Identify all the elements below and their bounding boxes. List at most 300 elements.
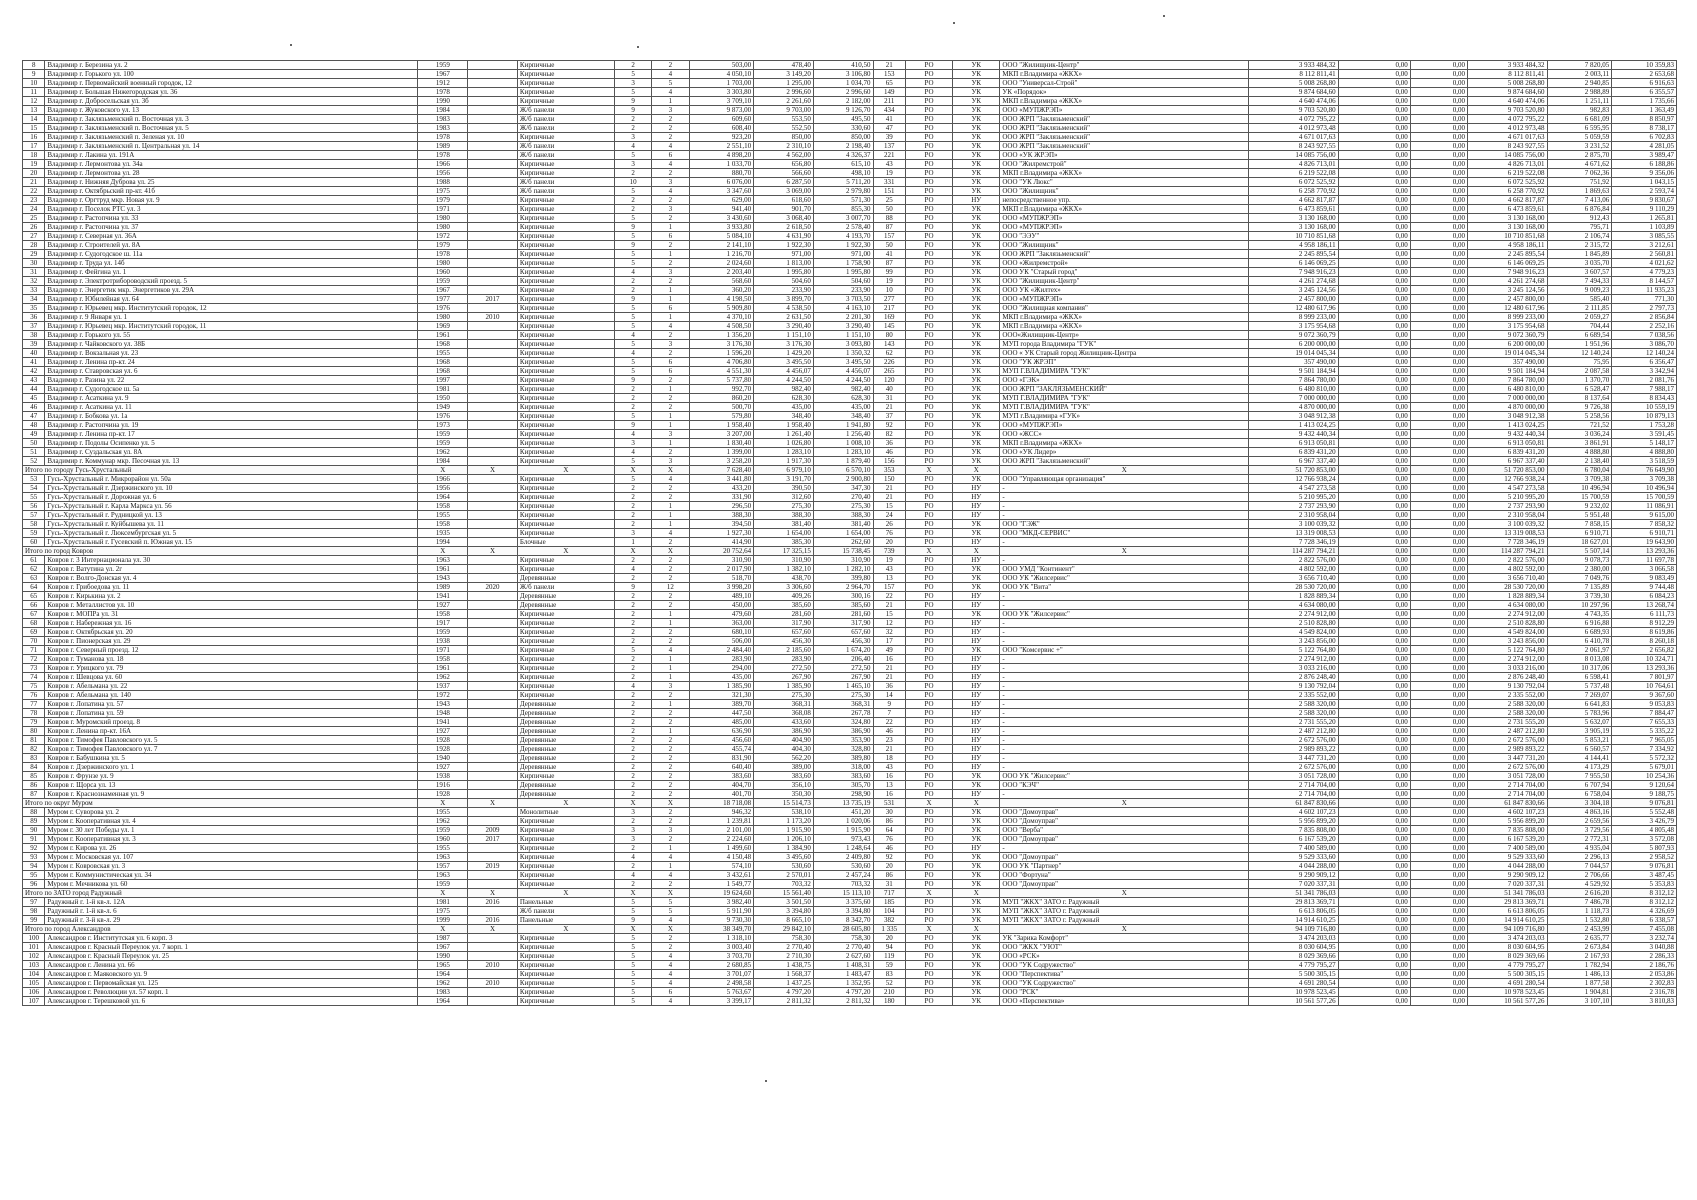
table-cell: 1966 <box>418 160 468 169</box>
table-cell: 4 326,37 <box>813 151 873 160</box>
table-cell: Кирпичные <box>517 979 614 988</box>
table-row <box>23 727 1677 736</box>
table-cell: РО <box>905 457 952 466</box>
table-cell: 2 714 704,00 <box>1467 781 1547 790</box>
table-row <box>23 268 1677 277</box>
table-cell: 3 982,40 <box>689 898 754 907</box>
address-cell: Владимир г. 9 Января ул. 1 <box>45 313 418 322</box>
table-cell: 0,00 <box>1410 394 1467 403</box>
table-cell: 2 560,81 <box>1612 250 1677 259</box>
table-cell: 10 559,19 <box>1612 403 1677 412</box>
address-cell: Владимир г. Подолы Осипенко ул. 5 <box>45 439 418 448</box>
table-row <box>23 295 1677 304</box>
table-row <box>23 304 1677 313</box>
table-cell: 8 260,18 <box>1612 637 1677 646</box>
table-cell <box>468 934 518 943</box>
table-cell: X <box>1000 925 1249 934</box>
table-cell: 0,00 <box>1410 619 1467 628</box>
table-cell: РО <box>905 637 952 646</box>
table-cell: 1956 <box>418 169 468 178</box>
table-cell: РО <box>905 97 952 106</box>
table-cell: 13 268,74 <box>1612 601 1677 610</box>
table-cell: 2 656,82 <box>1612 646 1677 655</box>
table-cell: 1990 <box>418 952 468 961</box>
table-row <box>23 493 1677 502</box>
table-cell: 0,00 <box>1338 736 1410 745</box>
table-cell <box>468 538 518 547</box>
table-cell: 310,90 <box>813 556 873 565</box>
table-cell: 3 709,38 <box>1547 475 1612 484</box>
table-cell: 5 <box>614 646 651 655</box>
table-cell: 49 <box>873 646 905 655</box>
table-cell: 1990 <box>418 97 468 106</box>
table-cell: 2 <box>652 808 689 817</box>
table-cell: 4 671 017,63 <box>1249 133 1339 142</box>
table-cell <box>468 448 518 457</box>
row-number: 40 <box>23 349 45 358</box>
table-row <box>23 619 1677 628</box>
table-cell: 2 <box>614 484 651 493</box>
table-cell: 2 167,93 <box>1547 952 1612 961</box>
table-cell: УК <box>953 520 1000 529</box>
table-cell: 4 <box>652 952 689 961</box>
row-number: 39 <box>23 340 45 349</box>
table-cell: 8 834,43 <box>1612 394 1677 403</box>
table-cell: РО <box>905 214 952 223</box>
table-row <box>23 430 1677 439</box>
table-cell: 1 103,89 <box>1612 223 1677 232</box>
table-cell: - <box>1000 745 1249 754</box>
table-cell: 6 258 770,92 <box>1467 187 1547 196</box>
table-cell: 1 438,75 <box>754 961 814 970</box>
table-cell: 1959 <box>418 61 468 70</box>
table-cell: 16 <box>873 655 905 664</box>
table-cell: УК <box>953 223 1000 232</box>
table-cell: 721,52 <box>1547 421 1612 430</box>
table-cell: 221 <box>873 151 905 160</box>
table-cell: 1964 <box>418 493 468 502</box>
table-cell: 0,00 <box>1410 664 1467 673</box>
table-cell: 855,30 <box>813 205 873 214</box>
table-cell: НУ <box>953 754 1000 763</box>
subtotal-label: Итого по ЗАТО город Радужный <box>23 889 418 898</box>
table-cell: 1927 <box>418 727 468 736</box>
table-cell: МКП г.Владимира «ЖКХ» <box>1000 313 1249 322</box>
table-cell: 272,50 <box>754 664 814 673</box>
table-cell: X <box>905 799 952 808</box>
table-cell: 1971 <box>418 646 468 655</box>
table-cell: Кирпичные <box>517 826 614 835</box>
address-cell: Владимир г. Судогодское ш. 5а <box>45 385 418 394</box>
table-cell: 0,00 <box>1338 610 1410 619</box>
table-cell: 0,00 <box>1410 232 1467 241</box>
table-cell: 1969 <box>418 322 468 331</box>
table-cell: 1 782,94 <box>1547 961 1612 970</box>
table-cell: 3 607,57 <box>1547 268 1612 277</box>
table-cell: 1 654,00 <box>813 529 873 538</box>
table-cell <box>468 655 518 664</box>
table-row <box>23 790 1677 799</box>
table-cell: 982,83 <box>1547 106 1612 115</box>
table-cell: 1948 <box>418 709 468 718</box>
table-cell: 36 <box>873 439 905 448</box>
table-cell: 4 144,41 <box>1547 754 1612 763</box>
row-number: 8 <box>23 61 45 70</box>
table-cell: Ж/б панели <box>517 115 614 124</box>
table-cell: Кирпичные <box>517 646 614 655</box>
table-cell: 850,00 <box>813 133 873 142</box>
table-cell: 1 <box>652 619 689 628</box>
table-cell: 3 998,20 <box>689 583 754 592</box>
table-cell: 17 <box>873 637 905 646</box>
table-cell: 381,40 <box>754 520 814 529</box>
table-cell: 11 697,78 <box>1612 556 1677 565</box>
table-cell: 0,00 <box>1410 934 1467 943</box>
row-number: 60 <box>23 538 45 547</box>
table-cell: 7 455,08 <box>1612 925 1677 934</box>
table-cell: 51 720 853,00 <box>1467 466 1547 475</box>
table-cell: X <box>652 889 689 898</box>
table-cell: РО <box>905 448 952 457</box>
table-cell: 3 <box>614 439 651 448</box>
table-cell: 157 <box>873 232 905 241</box>
table-cell: 388,30 <box>754 511 814 520</box>
table-cell: 12 480 617,96 <box>1467 304 1547 313</box>
table-cell: 9 120,64 <box>1612 781 1677 790</box>
table-cell: 5 122 764,80 <box>1249 646 1339 655</box>
row-number: 45 <box>23 394 45 403</box>
address-cell: Ковров г. Краснознаменная ул. 9 <box>45 790 418 799</box>
table-cell: 4 549 824,00 <box>1467 628 1547 637</box>
table-cell: 2 <box>652 736 689 745</box>
table-cell: 3 232,74 <box>1612 934 1677 943</box>
table-cell: X <box>418 547 468 556</box>
table-cell: 2 310,10 <box>754 142 814 151</box>
address-cell: Ковров г. Шевцова ул. 60 <box>45 673 418 682</box>
table-cell: ООО "Управляющая организация" <box>1000 475 1249 484</box>
table-cell: 0,00 <box>1410 673 1467 682</box>
table-cell: 1943 <box>418 700 468 709</box>
table-cell: 1938 <box>418 637 468 646</box>
table-cell: 0,00 <box>1410 862 1467 871</box>
row-number: 106 <box>23 988 45 997</box>
table-row <box>23 331 1677 340</box>
table-cell: 3 <box>652 457 689 466</box>
table-cell: 6 084,23 <box>1612 592 1677 601</box>
table-cell: 0,00 <box>1410 529 1467 538</box>
table-cell: 717 <box>873 889 905 898</box>
table-cell: 6 219 522,08 <box>1467 169 1547 178</box>
table-cell: 4 671,62 <box>1547 160 1612 169</box>
table-cell: 2 186,76 <box>1612 961 1677 970</box>
table-cell: УК <box>953 124 1000 133</box>
table-cell: 4 <box>614 430 651 439</box>
table-cell: 10 561 577,26 <box>1467 997 1547 1006</box>
table-cell: 2 <box>652 628 689 637</box>
table-cell: Монолитные <box>517 808 614 817</box>
table-cell <box>468 763 518 772</box>
table-cell: 3 290,40 <box>813 322 873 331</box>
table-cell: 4 <box>652 916 689 925</box>
table-cell <box>468 286 518 295</box>
table-cell: 1983 <box>418 115 468 124</box>
table-cell: 9 830,67 <box>1612 196 1677 205</box>
address-cell: Владимир г. Заклязьменский п. Центральная ул. 14 <box>45 142 418 151</box>
table-cell: 1 483,47 <box>813 970 873 979</box>
table-cell: УК <box>953 286 1000 295</box>
table-cell: 19 <box>873 169 905 178</box>
table-cell: 5 059,59 <box>1547 133 1612 142</box>
table-cell: 1960 <box>418 835 468 844</box>
table-cell: 46 <box>873 727 905 736</box>
row-number: 61 <box>23 556 45 565</box>
table-cell: 518,70 <box>689 574 754 583</box>
table-cell: 6 758,04 <box>1547 790 1612 799</box>
table-cell: УК <box>953 781 1000 790</box>
table-cell: ООО « УК Старый город Жилищник-Центра <box>1000 349 1249 358</box>
table-cell: ООО "Верба" <box>1000 826 1249 835</box>
table-cell: 382 <box>873 916 905 925</box>
table-cell: 1968 <box>418 358 468 367</box>
table-cell: 8 144,57 <box>1612 277 1677 286</box>
table-cell: 1997 <box>418 376 468 385</box>
table-cell: X <box>1000 466 1249 475</box>
table-cell: 19 014 045,34 <box>1467 349 1547 358</box>
table-cell: 4 634 080,00 <box>1249 601 1339 610</box>
table-row <box>23 655 1677 664</box>
table-cell: 5 <box>614 907 651 916</box>
table-cell: Кирпичные <box>517 349 614 358</box>
table-row <box>23 349 1677 358</box>
table-cell: 1940 <box>418 754 468 763</box>
table-cell: 1928 <box>418 736 468 745</box>
table-cell: 495,50 <box>813 115 873 124</box>
table-cell: 0,00 <box>1338 349 1410 358</box>
table-row <box>23 241 1677 250</box>
table-cell: 1 904,81 <box>1547 988 1612 997</box>
table-cell: МУП "ЖКХ" ЗАТО г. Радужный <box>1000 898 1249 907</box>
table-cell: X <box>418 925 468 934</box>
table-cell: 456,60 <box>689 736 754 745</box>
table-cell: 9 <box>614 583 651 592</box>
table-cell: 2 588 320,00 <box>1467 709 1547 718</box>
row-number: 21 <box>23 178 45 187</box>
table-cell: 489,10 <box>689 592 754 601</box>
row-number: 78 <box>23 709 45 718</box>
table-cell: 2 996,60 <box>813 88 873 97</box>
row-number: 71 <box>23 646 45 655</box>
table-cell: 2 201,30 <box>813 313 873 322</box>
table-cell <box>468 268 518 277</box>
table-cell: 6 839 431,20 <box>1249 448 1339 457</box>
table-cell: X <box>652 466 689 475</box>
address-cell: Владимир г. Березина ул. 2 <box>45 61 418 70</box>
address-cell: Ковров г. Дзержинского ул. 1 <box>45 763 418 772</box>
table-cell: Кирпичные <box>517 268 614 277</box>
table-cell: 2 296,13 <box>1547 853 1612 862</box>
table-cell: 7 062,36 <box>1547 169 1612 178</box>
table-cell: 1 <box>652 700 689 709</box>
table-cell: 4 888,80 <box>1547 448 1612 457</box>
table-cell: 971,00 <box>754 250 814 259</box>
table-cell: 2 510 828,80 <box>1467 619 1547 628</box>
address-cell: Ковров г. Муромский проезд. 8 <box>45 718 418 727</box>
table-cell: 3 430,60 <box>689 214 754 223</box>
table-cell: 0,00 <box>1338 196 1410 205</box>
table-cell: 2 <box>652 781 689 790</box>
table-cell: 7 965,05 <box>1612 736 1677 745</box>
table-cell: УК <box>953 295 1000 304</box>
table-cell: РО <box>905 709 952 718</box>
address-cell: Муром г. Суворова ул. 2 <box>45 808 418 817</box>
table-cell: 1 356,20 <box>689 331 754 340</box>
table-cell <box>468 817 518 826</box>
table-cell: 0,00 <box>1338 538 1410 547</box>
table-cell: ООО ЖРП "Заклязьменский" <box>1000 133 1249 142</box>
table-cell: 0,00 <box>1338 547 1410 556</box>
row-number: 64 <box>23 583 45 592</box>
table-cell: Кирпичные <box>517 421 614 430</box>
table-cell: УК <box>953 853 1000 862</box>
table-cell: 21 <box>873 673 905 682</box>
table-cell: 0,00 <box>1410 790 1467 799</box>
table-cell: 1 043,15 <box>1612 178 1677 187</box>
table-cell: 1941 <box>418 718 468 727</box>
table-cell: 1 206,10 <box>754 835 814 844</box>
table-cell: 0,00 <box>1338 943 1410 952</box>
table-cell: РО <box>905 664 952 673</box>
table-cell: 169 <box>873 313 905 322</box>
table-cell: 562,20 <box>754 754 814 763</box>
table-cell: 6 <box>652 304 689 313</box>
table-cell: 233,90 <box>813 286 873 295</box>
table-cell: 3 861,91 <box>1547 439 1612 448</box>
table-cell: 574,10 <box>689 862 754 871</box>
table-cell: 0,00 <box>1410 772 1467 781</box>
table-cell: 8 030 604,95 <box>1249 943 1339 952</box>
table-cell: 0,00 <box>1338 655 1410 664</box>
table-cell: ООО «МУПЖРЭП» <box>1000 223 1249 232</box>
table-cell: 5 763,67 <box>689 988 754 997</box>
table-cell: 0,00 <box>1410 988 1467 997</box>
table-cell: 3 <box>614 826 651 835</box>
table-row <box>23 475 1677 484</box>
table-cell: 404,90 <box>754 736 814 745</box>
table-cell: 20 <box>873 862 905 871</box>
table-cell: 4 888,80 <box>1612 448 1677 457</box>
table-cell: 1962 <box>418 979 468 988</box>
table-row <box>23 79 1677 88</box>
table-cell: 62 <box>873 349 905 358</box>
table-cell: 3 048 912,38 <box>1467 412 1547 421</box>
table-cell: 59 <box>873 961 905 970</box>
subtotal-label: Итого по округ Муром <box>23 799 418 808</box>
table-cell: X <box>1000 889 1249 898</box>
table-cell: 76 649,90 <box>1612 466 1677 475</box>
address-cell: Ковров г. Металлистов ул. 10 <box>45 601 418 610</box>
table-cell: 0,00 <box>1410 61 1467 70</box>
table-cell: 5 <box>614 322 651 331</box>
table-cell: 6 979,10 <box>754 466 814 475</box>
table-cell: 2 <box>614 277 651 286</box>
table-cell: Кирпичные <box>517 259 614 268</box>
table-cell: 7 044,57 <box>1547 862 1612 871</box>
table-cell: 2016 <box>468 898 518 907</box>
table-cell: 5 956 899,20 <box>1467 817 1547 826</box>
table-cell: 3 033 216,00 <box>1249 664 1339 673</box>
table-cell: - <box>1000 628 1249 637</box>
table-cell: 0,00 <box>1338 268 1410 277</box>
table-cell: 283,90 <box>689 655 754 664</box>
table-row <box>23 853 1677 862</box>
table-cell: 0,00 <box>1338 241 1410 250</box>
table-cell: 360,20 <box>689 286 754 295</box>
table-cell: 3 306,60 <box>754 583 814 592</box>
table-cell: 5 210 995,20 <box>1467 493 1547 502</box>
table-cell: 368,08 <box>754 709 814 718</box>
table-cell: 2 245 895,54 <box>1249 250 1339 259</box>
table-cell: 5 <box>614 979 651 988</box>
table-cell: Кирпичные <box>517 133 614 142</box>
table-cell: 0,00 <box>1338 466 1410 475</box>
table-cell: 87 <box>873 223 905 232</box>
table-cell: 982,40 <box>813 385 873 394</box>
address-cell: Александров г. Первомайская ул. 125 <box>45 979 418 988</box>
table-cell <box>468 79 518 88</box>
table-cell: 3 899,70 <box>754 295 814 304</box>
table-cell: РО <box>905 259 952 268</box>
table-cell: 7 000 000,00 <box>1249 394 1339 403</box>
table-cell: X <box>614 925 651 934</box>
table-cell: 0,00 <box>1338 601 1410 610</box>
address-cell: Владимир г. Жуковского ул. 13 <box>45 106 418 115</box>
table-cell: 5 084,10 <box>689 232 754 241</box>
table-cell <box>468 520 518 529</box>
table-cell: 92 <box>873 421 905 430</box>
table-cell: 9 726,38 <box>1547 403 1612 412</box>
table-row <box>23 196 1677 205</box>
table-cell: 2 <box>614 205 651 214</box>
table-cell: 6 910,71 <box>1612 529 1677 538</box>
scan-speck <box>637 46 639 48</box>
table-cell: Деревянные <box>517 700 614 709</box>
table-cell: 6 <box>652 367 689 376</box>
table-cell: 771,30 <box>1612 295 1677 304</box>
table-cell: 2010 <box>468 961 518 970</box>
table-cell: 1 283,10 <box>754 448 814 457</box>
table-cell: 4 <box>652 475 689 484</box>
table-cell: 0,00 <box>1410 277 1467 286</box>
table-cell: 0,00 <box>1338 322 1410 331</box>
address-cell: Владимир г. Лермонтова ул. 34а <box>45 160 418 169</box>
table-cell: 1935 <box>418 529 468 538</box>
table-row <box>23 682 1677 691</box>
table-cell: 3 739,30 <box>1547 592 1612 601</box>
table-cell: 3 441,80 <box>689 475 754 484</box>
table-cell: - <box>1000 727 1249 736</box>
table-cell: 356,10 <box>754 781 814 790</box>
table-cell: ООО "Домоуправ" <box>1000 817 1249 826</box>
table-cell: 6 613 806,05 <box>1467 907 1547 916</box>
table-cell: 657,60 <box>754 628 814 637</box>
table-cell: ООО "УК ЖРЭП" <box>1000 358 1249 367</box>
table-cell <box>468 628 518 637</box>
table-cell: 9 076,81 <box>1612 799 1677 808</box>
table-cell: ООО "Перспектива" <box>1000 970 1249 979</box>
table-cell: 7 049,76 <box>1547 574 1612 583</box>
table-cell: 6 681,09 <box>1547 115 1612 124</box>
address-cell: Владимир г. Октябрьский пр-кт. 41б <box>45 187 418 196</box>
